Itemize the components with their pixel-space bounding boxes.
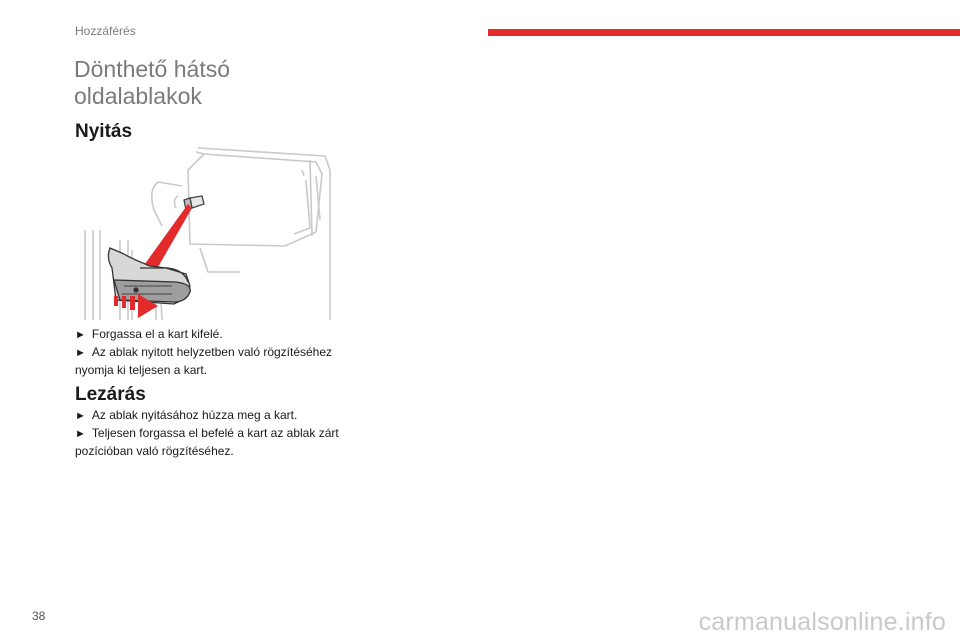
tilting-window-latch-illustration [80,140,340,320]
bullet-arrow-icon: ► [75,347,86,359]
bullet-arrow-icon: ► [75,428,86,440]
opening-step-2-text: Az ablak nyitott helyzetben való rögzítéséhez nyomja ki teljesen a kart. [75,345,333,377]
opening-step-2 [75,344,365,379]
page-title-line-1: Dönthető hátsó [74,56,231,82]
closing-heading: Lezárás [75,384,146,405]
opening-step-1 [75,326,365,344]
opening-steps [75,326,365,379]
page-number: 38 [32,609,46,623]
opening-heading: Nyitás [75,121,133,142]
opening-step-1-text: Forgassa el a kart kifelé. [91,327,223,341]
page-title [74,56,334,110]
section-accent-bar [488,29,960,36]
closing-step-1-text: Az ablak nyitásához húzza meg a kart. [91,408,298,422]
closing-steps [75,407,365,460]
closing-step-2-text: Teljesen forgassa el befelé a kart az ablak zárt pozícióban való rögzítéséhez. [75,426,339,458]
closing-step-1 [75,407,365,425]
watermark: carmanualsonline.info [698,608,946,636]
section-label: Hozzáférés [75,24,136,38]
bullet-arrow-icon: ► [75,410,86,422]
bullet-arrow-icon: ► [75,329,86,341]
closing-step-2 [75,425,365,460]
page-title-line-2: oldalablakok [74,83,202,109]
